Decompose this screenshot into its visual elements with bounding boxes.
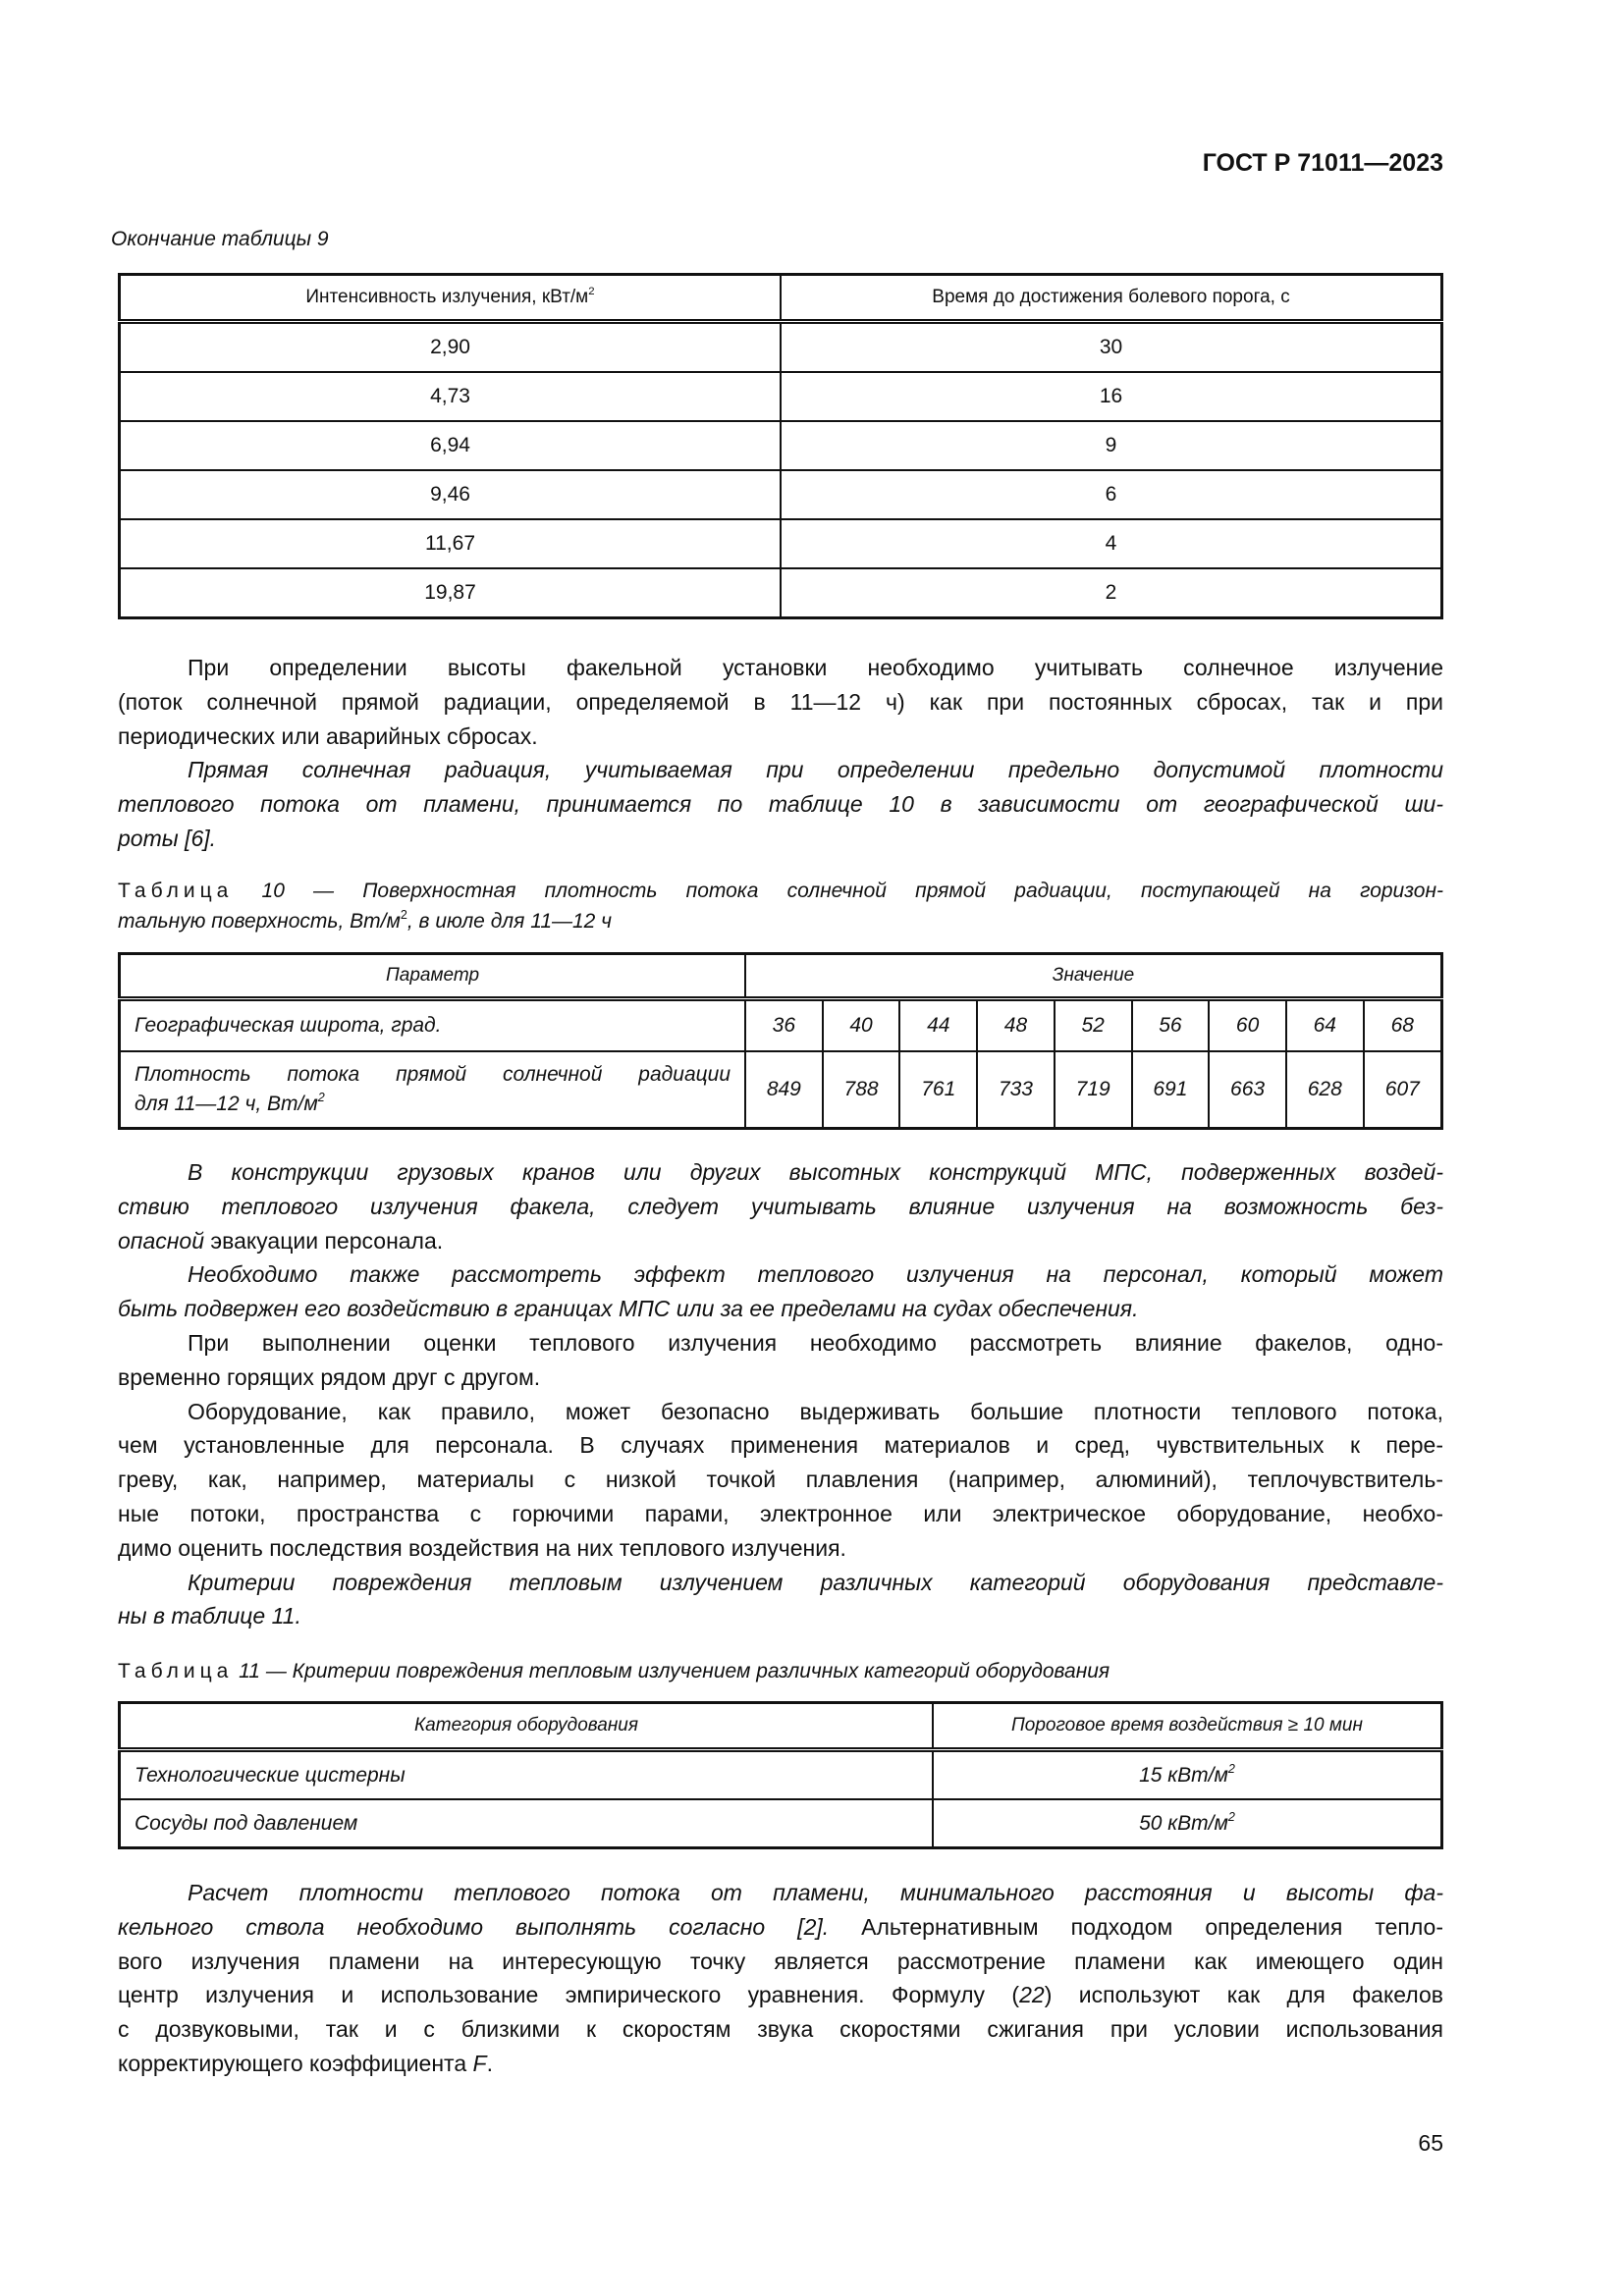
table-row bbox=[120, 372, 1442, 421]
text-line bbox=[118, 787, 1443, 822]
text-run: опасной bbox=[118, 1227, 204, 1254]
threshold-cell bbox=[933, 1750, 1442, 1800]
text-line bbox=[118, 1531, 1443, 1566]
text-line bbox=[118, 1361, 1443, 1395]
text-run: Таблица bbox=[118, 1660, 234, 1682]
density-cell: 733 bbox=[977, 1051, 1055, 1129]
table-cell: 6 bbox=[781, 470, 1442, 519]
table-cell: 4,73 bbox=[120, 372, 782, 421]
text-run: временно горящих рядом друг с другом. bbox=[118, 1363, 541, 1390]
text-run: 2 bbox=[400, 908, 407, 923]
text-line bbox=[118, 753, 1443, 787]
text-run: Необходимо также рассмотреть эффект теплового излучения на персонал, который может bbox=[188, 1261, 1443, 1288]
text-run: При определении высоты факельной установки необходимо учитывать солнечное излучение bbox=[188, 655, 1443, 680]
text-run: 22 bbox=[1019, 1982, 1045, 2008]
density-cell: 761 bbox=[899, 1051, 977, 1129]
density-cell: 788 bbox=[823, 1051, 900, 1129]
latitude-cell: 60 bbox=[1209, 999, 1286, 1052]
text-run: (поток солнечной прямой радиации, определяемой в 11—12 ч) как при постоянных сбросах, так и при bbox=[118, 688, 1443, 715]
text-line bbox=[118, 1292, 1443, 1326]
table-row bbox=[120, 1799, 1442, 1848]
document-number: ГОСТ Р 71011—2023 bbox=[1202, 149, 1443, 177]
text-run: Критерии повреждения тепловым излучением различных категорий оборудования представле- bbox=[188, 1569, 1443, 1595]
text-line bbox=[118, 685, 1443, 720]
text-line bbox=[118, 2047, 1443, 2081]
table-row bbox=[120, 1750, 1442, 1800]
row-label-line: Плотность потока прямой солнечной радиации bbox=[135, 1063, 731, 1086]
column-header: Время до достижения болевого порога, с bbox=[781, 275, 1442, 322]
text-line bbox=[118, 1945, 1443, 1979]
row-label-line: для 11—12 ч, Вт/м bbox=[135, 1093, 318, 1115]
table-11-caption bbox=[118, 1656, 1443, 1686]
text-line bbox=[118, 1257, 1443, 1292]
row-label: Плотность потока прямой солнечной радиации для 11—12 ч, $Вт/м^2$ bbox=[120, 1051, 746, 1129]
text-line bbox=[118, 1428, 1443, 1463]
table-row bbox=[120, 470, 1442, 519]
latitude-cell: 52 bbox=[1055, 999, 1132, 1052]
latitude-cell: 40 bbox=[823, 999, 900, 1052]
text-line bbox=[118, 1876, 1443, 1910]
category-cell: Сосуды под давлением bbox=[120, 1799, 934, 1848]
latitude-cell: 44 bbox=[899, 999, 977, 1052]
text-run: тальную поверхность, Вт/м bbox=[118, 910, 401, 933]
text-run: вого излучения пламени на интересующую точку является рассмотрение пламени как имеющего один bbox=[118, 1948, 1443, 1974]
density-cell: 849 bbox=[745, 1051, 823, 1129]
table-cell: 16 bbox=[781, 372, 1442, 421]
table-row bbox=[120, 322, 1442, 373]
text-run: F bbox=[472, 2050, 487, 2076]
caption-line bbox=[118, 876, 1443, 906]
text-line bbox=[118, 651, 1443, 685]
text-line bbox=[118, 1910, 1443, 1945]
table-continuation-label: Окончание таблицы 9 bbox=[111, 228, 329, 250]
paragraphs-solar bbox=[118, 651, 1443, 856]
text-line bbox=[118, 2012, 1443, 2047]
threshold-cell bbox=[933, 1799, 1442, 1848]
threshold-value: 15 кВт/м bbox=[1139, 1763, 1228, 1787]
text-run: димо оценить последствия воздействия на них теплового излучения. bbox=[118, 1534, 846, 1561]
text-line bbox=[118, 1326, 1443, 1361]
superscript: 2 bbox=[1227, 1761, 1235, 1776]
text-run: 11 — Критерии повреждения тепловым излучением различных категорий оборудования bbox=[233, 1660, 1110, 1682]
text-run: ные потоки, пространства с горючими парами, электронное или электрическое оборудование, необхо- bbox=[118, 1500, 1443, 1526]
density-cell: 691 bbox=[1132, 1051, 1210, 1129]
page-number: 65 bbox=[1418, 2130, 1443, 2156]
text-run: Таблица bbox=[118, 880, 234, 902]
text-run: ны в таблице 11. bbox=[118, 1603, 301, 1629]
density-cell: 628 bbox=[1286, 1051, 1364, 1129]
text-run: кельного ствола необходимо выполнять согласно [2]. bbox=[118, 1913, 830, 1940]
table-9 bbox=[118, 273, 1443, 619]
text-line bbox=[118, 1395, 1443, 1429]
text-run: ) используют как для факелов bbox=[1044, 1982, 1444, 2008]
table-cell: 6,94 bbox=[120, 421, 782, 470]
text-run: ствию теплового излучения факела, следует учитывать влияние излучения на возможность без- bbox=[118, 1193, 1443, 1219]
text-run: В конструкции грузовых кранов или других высотных конструкций МПС, подверженных воздей- bbox=[188, 1159, 1443, 1185]
table-10-caption bbox=[118, 876, 1443, 936]
text-run: Альтернативным подходом определения тепло- bbox=[829, 1913, 1443, 1940]
text-line bbox=[118, 720, 1443, 754]
caption-line bbox=[118, 1656, 1443, 1686]
text-run: корректирующего коэффициента bbox=[118, 2050, 473, 2076]
text-run: При выполнении оценки теплового излучения необходимо рассмотреть влияние факелов, одно- bbox=[188, 1329, 1443, 1356]
superscript: 2 bbox=[1227, 1809, 1235, 1824]
text-run: чем установленные для персонала. В случаях применения материалов и сред, чувствительных к пере- bbox=[118, 1432, 1443, 1459]
latitude-cell: 36 bbox=[745, 999, 823, 1052]
latitude-cell: 68 bbox=[1364, 999, 1442, 1052]
caption-line bbox=[118, 906, 1443, 936]
text-run: Оборудование, как правило, может безопасно выдерживать большие плотности теплового потока, bbox=[188, 1398, 1443, 1424]
table-cell: 11,67 bbox=[120, 519, 782, 568]
text-line bbox=[118, 1978, 1443, 2012]
table-cell: 2 bbox=[781, 568, 1442, 618]
density-cell: 607 bbox=[1364, 1051, 1442, 1129]
text-run: эвакуации персонала. bbox=[203, 1227, 444, 1254]
text-run: роты [6]. bbox=[118, 825, 217, 851]
table-row bbox=[120, 519, 1442, 568]
text-line bbox=[118, 1566, 1443, 1600]
text-run: быть подвержен его воздействию в границах МПС или за ее пределами на судах обеспечения. bbox=[118, 1296, 1139, 1322]
text-run: центр излучения и использование эмпирического уравнения. Формулу ( bbox=[118, 1982, 1020, 2008]
table-row bbox=[120, 421, 1442, 470]
column-header: Категория оборудования bbox=[120, 1703, 934, 1750]
threshold-value: 50 кВт/м bbox=[1139, 1811, 1228, 1835]
table-cell: 2,90 bbox=[120, 322, 782, 373]
text-line bbox=[118, 1155, 1443, 1190]
table-cell: 4 bbox=[781, 519, 1442, 568]
column-header: Пороговое время воздействия ≥ 10 мин bbox=[933, 1703, 1442, 1750]
text-run: греву, как, например, материалы с низкой точкой плавления (например, алюминий), теплочувствитель- bbox=[118, 1467, 1443, 1493]
column-header: Значение bbox=[745, 954, 1442, 999]
paragraph-calculation bbox=[118, 1876, 1443, 2081]
table-row bbox=[120, 568, 1442, 618]
row-label: Географическая широта, град. bbox=[120, 999, 746, 1052]
text-run: Расчет плотности теплового потока от пламени, минимального расстояния и высоты фа- bbox=[188, 1880, 1443, 1905]
table-cell: 19,87 bbox=[120, 568, 782, 618]
column-header: Параметр bbox=[120, 954, 746, 999]
text-run: периодических или аварийных сбросах. bbox=[118, 722, 538, 749]
text-run: Прямая солнечная радиация, учитываемая при определении предельно допустимой плотности bbox=[188, 757, 1443, 783]
text-line bbox=[118, 1599, 1443, 1633]
table-cell: 9 bbox=[781, 421, 1442, 470]
text-line bbox=[118, 822, 1443, 856]
category-cell: Технологические цистерны bbox=[120, 1750, 934, 1800]
text-run: с дозвуковыми, так и с близкими к скоростям звука скоростями сжигания при условии использования bbox=[118, 2016, 1443, 2043]
text-line bbox=[118, 1224, 1443, 1258]
latitude-cell: 56 bbox=[1132, 999, 1210, 1052]
text-run: теплового потока от пламени, принимается по таблице 10 в зависимости от географической ши- bbox=[118, 791, 1443, 818]
density-cell: 663 bbox=[1209, 1051, 1286, 1129]
table-cell: 9,46 bbox=[120, 470, 782, 519]
latitude-cell: 64 bbox=[1286, 999, 1364, 1052]
text-run: . bbox=[486, 2050, 493, 2076]
latitude-cell: 48 bbox=[977, 999, 1055, 1052]
text-line bbox=[118, 1190, 1443, 1224]
density-cell: 719 bbox=[1055, 1051, 1132, 1129]
text-line bbox=[118, 1497, 1443, 1531]
text-line bbox=[118, 1463, 1443, 1497]
text-run: , в июле для 11—12 ч bbox=[406, 910, 613, 933]
column-header: Интенсивность излучения, кВт/$м^2$ bbox=[120, 275, 782, 322]
table-cell: 30 bbox=[781, 322, 1442, 373]
table-11 bbox=[118, 1701, 1443, 1849]
table-10 bbox=[118, 952, 1443, 1130]
text-run: 10 — Поверхностная плотность потока солнечной прямой радиации, поступающей на горизон- bbox=[233, 880, 1443, 902]
paragraphs-equipment bbox=[118, 1155, 1443, 1633]
